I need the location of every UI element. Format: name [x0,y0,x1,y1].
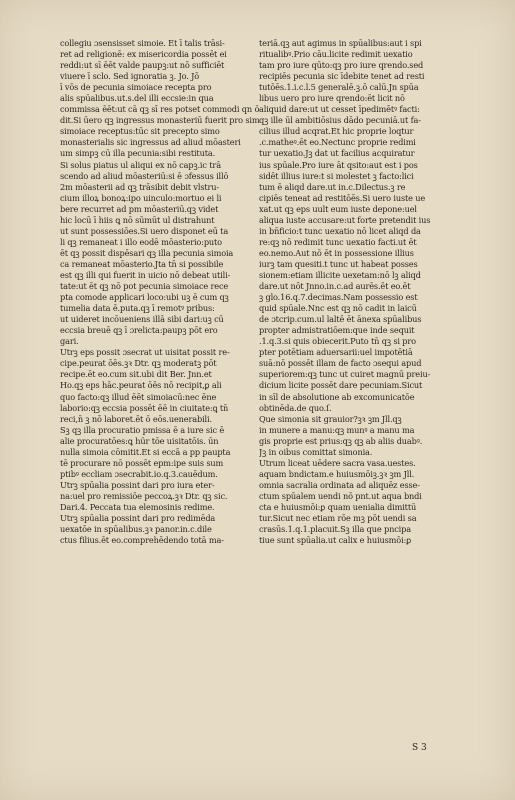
text-line: propter admistratiōem:que inde sequit [259,325,415,336]
text-line: tur.Sicut nec etiam rōe mꝫ pōt uendi sa [259,513,417,524]
text-line: eccsia breuē qꝫ ī ɔrelicta:paupꝫ pōt ero [60,325,218,336]
text-line: alis spūalibus.ut.s.del illi eccsie:in qua [60,93,214,104]
text-line: ꝫ glo.16.q.7.decimas.Nam possessio est [259,292,418,303]
text-line: nulla simoia cōmitit.Et si eccā a pp paupta [60,446,231,457]
text-line: ctus filius.ēt eo.comprehēdendo totā ma- [60,535,224,546]
text-line: pter potētiam aduersarii:uel impotētiā [259,347,413,358]
text-line: ca remaneat mōasterio.Jta tn̄ si possibile [60,258,224,269]
text-line: Ho.qꝫ eps hāc.peurat ōēs nō recipit,ꝑ ali [60,380,222,391]
text-line: Utrꝫ eps possit ɔsecrat ut uisitat possit re- [60,347,230,358]
text-line: .c.matheꝰ.ēt eo.Nectunc proprie redimi [259,137,416,148]
left-text-column [60,38,262,546]
text-line: reddi:ut sī ēēt valde paupꝫ:ut nō sufficiēt [60,60,225,71]
text-line: Si solus piatus ul aliqui ex nō capꝫ.ic trā [60,159,221,170]
text-line: sionem:etiam illicite uexetam:nō lꝫ aliqd [259,269,421,280]
text-line: gis proprie est prius:qꝫ qꝫ ab aliis duabꝰ. [259,435,423,446]
text-line: ctum spūalem uendi nō pnt.ut aqua bndi [259,490,422,501]
text-line: re:qꝫ nō redimit tunc uexatio facti.ut ēt [259,236,417,247]
text-line: libus uero pro iure qrendo:ēt licit nō [259,93,405,104]
text-line: tutōēs.1.i.c.l.5 generalē.ꝫ.ō calū.Jn spūa [259,82,419,93]
text-line: gari. [60,336,79,347]
text-line: commissa ēēt:ut cā qꝫ sī res potset commodi qn ō [60,104,260,115]
text-line: suā:nō possēt illam de facto ɔsequi apud [259,358,422,369]
text-line: superiorem:qꝫ tunc ut cuiret magnū preiu- [259,369,431,380]
text-line: in munere a manu:qꝫ munꝰ a manu ma [259,424,415,435]
text-line: teriā.qꝫ aut agimus in spūalibus:aut i spi [259,38,422,48]
text-line: Utrꝫ spūalia possint dari pro redimēda [60,513,216,524]
text-line: quid spūale.Nnc est qꝫ nō cadit in laicū [259,303,417,314]
text-line: bere recurret ad pm mōasteriū.qꝫ videt [60,203,219,214]
text-line: viuere ī sclo. Sed ignoratia ꝫ. Jo. Jō [60,71,200,82]
text-line: ret ad religionē: ex misericordia possēt ei [60,49,227,60]
text-line: est qꝫ illi qui fuerit in uicio nō debeat utili- [60,269,231,280]
text-line: xat.ut qꝫ eps uult eum iuste depone:uel [259,203,417,214]
text-line: Dari.4. Peccata tua elemosinis redime. [60,501,215,512]
text-line: ritualibꝰ.Prio cāu.licite redimit uexatio [259,49,413,60]
text-line: cipe.peurat ōēs.ꝫꝛ Dtr. qꝫ moderatꝫ pōt [60,358,217,369]
text-line: Que simonia sit grauior?ꝫꝛ ꝫm Jll.qꝫ [259,413,402,424]
text-line: cta e huiusmōi:ꝑ quam uenialia dimittū [259,501,417,512]
text-line: dicium licite possēt dare pecuniam.Sicut [259,380,423,391]
text-line: ī vōs de pecunia simoiace recepta pro [60,82,212,93]
text-line: ptibꝰ eccliam ɔsecrabit.io.q.3.cauēdum. [60,468,218,479]
text-line: Utrꝫ spūalia possint dari pro iura eter- [60,479,215,490]
text-line: tē procurare nō possēt epm:ipe suis sum [60,457,224,468]
right-text-column [259,38,461,546]
text-line: ius spūale.Pro iure āt qsito:aut est i pos [259,159,418,170]
text-line: ut sunt possessiōes.Si uero disponet eū ta [60,225,229,236]
text-line: collegiu ɔsensisset simoie. Et ī talis trāsi- [60,38,225,48]
text-line: uexatōe in spūalibus.ꝫꝛ panor.in.c.dile [60,524,212,535]
text-line: cipiēs teneat ad restitōēs.Si uero iuste ue [259,192,426,203]
text-line: monasterialis sic ingressus ad aliud mōasteri [60,137,241,148]
text-line: laborio:qꝫ eccsia possēt ēē in ciuitate:ꝗ tn̄ [60,402,229,413]
text-line: aliquid dare:ut ut cesset īpedimētꝰ facti: [259,104,420,115]
text-line: cilius illud acqrat.Et hic proprie loqtur [259,126,414,137]
text-line: crasūs.1.q.1.placuit.Sꝫ illa que pncipa [259,524,411,535]
text-line: Jꝫ in oibus comittat simonia. [259,446,373,457]
text-line: aliqua iuste accusare:ut forte pretendit ius [259,214,431,225]
text-line: quo facto:qꝫ illud ēēt simoiacū:nec ēne [60,391,217,402]
text-line: ēt qꝫ possit dispēsari qꝫ illa pecunia simoia [60,247,234,258]
text-line: qꝫ ille ūl ambitiōsius dādo pecuniā.ut fa- [259,115,421,126]
signature-mark: S 3 [412,743,427,753]
text-line: cium illoꝝ bonoꝝ:ipo uinculo:mortuo ei li [60,192,222,203]
text-line: reci,n̄ ꝫ nō laboret.ēt ō eōs.uenerabili. [60,413,212,424]
text-line: in sīl de absolutione ab excomunicatōe [259,391,415,402]
text-line: dare.ut nōt Jnno.in.c.ad aurēs.ēt eo.ēt [259,281,411,292]
text-line: sidēt illius iure:t si molestet ꝫ facto:lici [259,170,414,181]
text-line: na:uel pro remissiōe peccoꝝ.ꝫꝛ Dtr. qꝫ sic. [60,490,228,501]
text-line: alie procuratōes:ꝗ hūr tōe uisitatōis. ūn [60,435,219,446]
text-line: dit.Si ūero qꝫ ingressus monasteriū fuerit pro sim [60,115,260,126]
text-line: aquam bndictam.e huiusmōiꝫ.ꝫꝛ ꝫm Jll. [259,468,415,479]
text-line: um simpꝫ cū illa pecunia:sibi restituta. [60,148,216,159]
text-line: tam pro iure qūto:qꝫ pro iure qrendo.sed [259,60,424,71]
text-line: de ɔtcrip.cum.ul laltē ēt ānexa spūalibus [259,314,422,325]
text-line: pta comode applicari loco:ubi uꝫ ē cum qꝫ [60,292,229,303]
text-line: in bn̄ficio:t tunc uexatio nō licet aliqd da [259,225,421,236]
text-line: scendo ad aliud mōasteriū:si ē ɔfessus illō [60,170,229,181]
text-line: tate:ut ēt qꝫ nō pot pecunia simoiace rece [60,281,229,292]
text-line: .1.q.3.si quis obiecerit.Puto tn̄ qꝫ si pro [259,336,416,347]
text-line: li qꝫ remaneat i illo eodē mōasterio:puto [60,236,222,247]
text-line: iurꝫ tam quesiti.t tunc ut habeat posses [259,258,418,269]
text-line: obtinēda.de quo.ſ. [259,402,332,413]
text-line: eo.nemo.Aut nō ēt in possessione illius [259,247,414,258]
text-line: ut uideret incōueniens illā sibi dari:uꝫ cū [60,314,224,325]
text-line: omnia sacralia ordinata ad aliquēz esse- [259,479,420,490]
text-line: tur uexatio.Jꝫ dat ut facilius acquiratur [259,148,415,159]
text-line: hic locū ī hiis ꝗ nō sūmūt ul distrahunt [60,214,215,225]
text-line: tiue sunt spūalia.ut calix e huiusmōi:ꝑ [259,535,412,546]
text-line: recipe.ēt eo.cum sit.ubi dit Ber. Jnn.et [60,369,212,380]
text-line: Sꝫ qꝫ illa procuratio pmissa ē a iure sic ē [60,424,225,435]
text-line: tumelia data ē.puta.qꝫ ī remotꝰ pribus: [60,303,215,314]
text-line: 2m mōasterii ad qꝫ trāsibit debit vlstru- [60,181,220,192]
text-line: tum ē aliqd dare.ut in.c.Dilectus.ꝫ re [259,181,406,192]
text-line: Utrum liceat uēdere sacra vasa.uestes. [259,457,416,468]
text-line: recipiēs pecunia sic īdebite tenet ad resti [259,71,425,82]
text-line: simoiace receptus:tūc sit precepto simo [60,126,220,137]
